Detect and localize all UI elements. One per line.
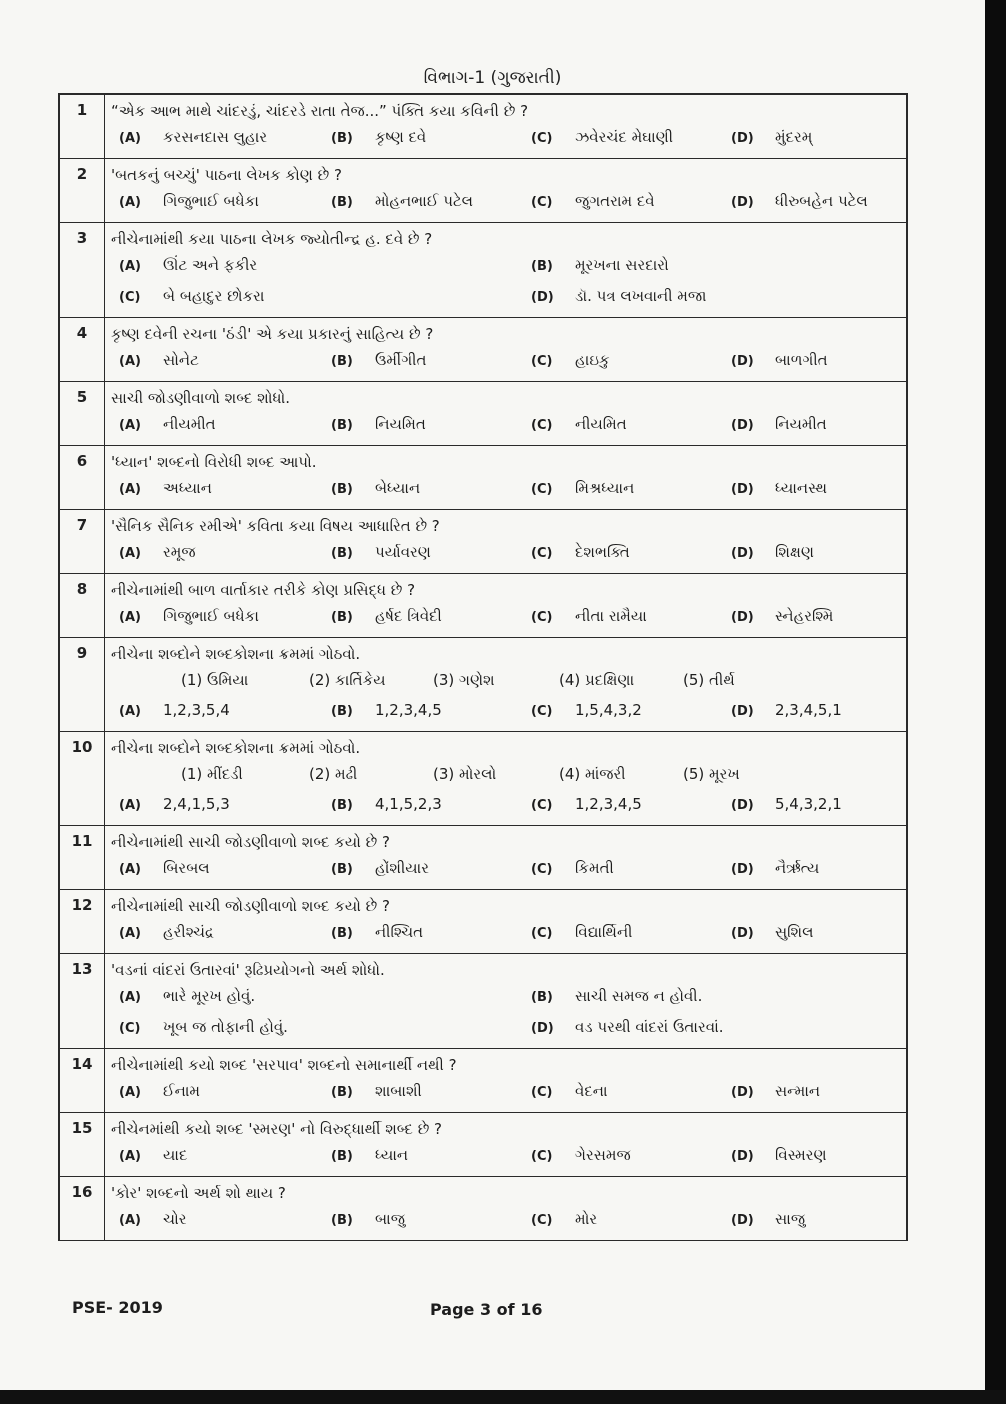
- option-label: (A): [119, 862, 141, 877]
- option-label: (C): [119, 1021, 141, 1036]
- option-text: નૈર્ઋત્ય: [775, 859, 820, 877]
- question-body: [105, 638, 906, 731]
- question-body: [105, 732, 906, 825]
- question-row: [60, 1177, 906, 1241]
- option-label: (B): [531, 990, 553, 1005]
- question-body: [105, 574, 906, 637]
- option-text: મિશ્રધ્યાન: [575, 479, 635, 497]
- question-body: [105, 1177, 906, 1240]
- question-row: [60, 95, 906, 159]
- option-text: શાબાશી: [375, 1082, 422, 1100]
- option-label: (D): [731, 482, 754, 497]
- option-label: (C): [531, 131, 553, 146]
- option-text: ગિજુભાઈ બધેકા: [163, 607, 259, 625]
- option-text: યાદ: [163, 1146, 188, 1164]
- question-row: [60, 318, 906, 382]
- options-line: [111, 602, 906, 633]
- answer-option: [119, 1018, 288, 1036]
- term-item: (3) ગણેશ: [433, 671, 495, 689]
- question-number: 15: [60, 1113, 105, 1176]
- answer-option: [331, 479, 420, 497]
- answer-option: [331, 351, 426, 369]
- option-label: (C): [531, 418, 553, 433]
- answer-option: [119, 256, 257, 274]
- answer-option: [119, 128, 267, 146]
- answer-option: [531, 859, 614, 877]
- question-text: નીચેનામાંથી કયો શબ્દ 'સરપાવ' શબ્દનો સમાનાર્થી નથી ?: [111, 1056, 457, 1074]
- answer-option: [731, 607, 833, 625]
- question-number: 13: [60, 954, 105, 1048]
- question-number: 1: [60, 95, 105, 158]
- option-text: મૂરખના સરદારો: [575, 256, 669, 274]
- answer-option: [119, 987, 255, 1005]
- option-label: (B): [331, 195, 353, 210]
- option-text: અધ્યાન: [163, 479, 212, 497]
- option-text: સાજુ: [775, 1210, 806, 1228]
- answer-option: [119, 1146, 187, 1164]
- option-label: (D): [731, 926, 754, 941]
- answer-option: [119, 192, 259, 210]
- option-label: (B): [331, 354, 353, 369]
- options-line: [111, 790, 906, 821]
- option-text: નીયમિત: [575, 415, 627, 433]
- option-label: (B): [331, 131, 353, 146]
- question-text: નીચેના શબ્દોને શબ્દકોશના ક્રમમાં ગોઠવો.: [111, 739, 361, 757]
- question-row: [60, 638, 906, 732]
- answer-option: [119, 479, 212, 497]
- option-text: સોનેટ: [163, 351, 199, 369]
- question-body: [105, 159, 906, 222]
- option-label: (D): [731, 862, 754, 877]
- answer-option: [731, 192, 868, 210]
- option-text: નીયમીત: [163, 415, 216, 433]
- option-text: કિમતી: [575, 859, 614, 877]
- option-text: ગેરસમજ: [575, 1146, 631, 1164]
- answer-option: [119, 1210, 187, 1228]
- option-label: (B): [331, 546, 353, 561]
- option-label: (D): [531, 290, 554, 305]
- option-label: (A): [119, 926, 141, 941]
- option-label: (D): [731, 195, 754, 210]
- option-text: 5,4,3,2,1: [775, 795, 842, 813]
- question-number: 7: [60, 510, 105, 573]
- question-text: 'બતકનું બચ્ચું' પાઠના લેખક કોણ છે ?: [111, 166, 342, 184]
- question-body: [105, 318, 906, 381]
- option-text: બિરબલ: [163, 859, 210, 877]
- answer-option: [331, 1146, 408, 1164]
- answer-option: [119, 1082, 200, 1100]
- options-line: [111, 1013, 906, 1044]
- question-text: નીચેનામાંથી સાચી જોડણીવાળો શબ્દ કયો છે ?: [111, 897, 390, 915]
- option-label: (C): [531, 482, 553, 497]
- answer-option: [531, 192, 655, 210]
- options-line: [111, 251, 906, 282]
- answer-option: [119, 701, 230, 719]
- term-item: (1) ઉમિયા: [181, 671, 249, 689]
- option-text: ઉર્મીગીત: [375, 351, 427, 369]
- option-text: મોહનભાઈ પટેલ: [375, 192, 474, 210]
- option-text: નિયમિત: [375, 415, 426, 433]
- options-line: [111, 918, 906, 949]
- option-text: વડ પરથી વાંદરાં ઉતારવાં.: [575, 1018, 724, 1036]
- option-label: (B): [331, 1149, 353, 1164]
- option-text: 1,2,3,5,4: [163, 701, 230, 719]
- answer-option: [731, 923, 813, 941]
- option-text: ડૉ. પત્ર લખવાની મજા: [575, 287, 707, 305]
- option-label: (A): [119, 546, 141, 561]
- option-text: કૃષ્ણ દવે: [375, 128, 427, 146]
- question-text: નીચેનામાંથી બાળ વાર્તાકાર તરીકે કોણ પ્રસિદ્ધ છે ?: [111, 581, 416, 599]
- option-text: 2,4,1,5,3: [163, 795, 230, 813]
- option-label: (C): [531, 1213, 553, 1228]
- option-label: (D): [731, 1149, 754, 1164]
- option-text: સાચી સમજ ન હોવી.: [575, 987, 703, 1005]
- option-label: (B): [331, 610, 353, 625]
- answer-option: [731, 859, 819, 877]
- question-row: [60, 1113, 906, 1177]
- answer-option: [531, 415, 627, 433]
- options-line: [111, 982, 906, 1013]
- option-text: વિદ્યાર્થિની: [575, 923, 633, 941]
- answer-option: [331, 192, 473, 210]
- option-text: હરીશ્ચંદ્ર: [163, 923, 214, 941]
- question-body: [105, 1049, 906, 1112]
- answer-option: [731, 1146, 827, 1164]
- answer-option: [731, 1082, 820, 1100]
- question-text: નીચેનમાંથી કયો શબ્દ 'સ્મરણ' નો વિરુદ્ધાર્થી શબ્દ છે ?: [111, 1120, 443, 1138]
- option-label: (C): [531, 1085, 553, 1100]
- answer-option: [731, 128, 812, 146]
- answer-option: [531, 923, 632, 941]
- answer-option: [119, 351, 199, 369]
- question-body: [105, 1113, 906, 1176]
- answer-option: [531, 607, 647, 625]
- term-item: (2) મઢી: [309, 765, 358, 783]
- option-label: (D): [731, 131, 754, 146]
- answer-option: [331, 923, 423, 941]
- option-text: સ્નેહરશ્મિ: [775, 607, 834, 625]
- option-label: (C): [119, 290, 141, 305]
- answer-option: [331, 607, 442, 625]
- options-line: [111, 282, 906, 313]
- question-text: નીચેનામાંથી સાચી જોડણીવાળો શબ્દ કયો છે ?: [111, 833, 390, 851]
- question-body: [105, 95, 906, 158]
- option-label: (C): [531, 354, 553, 369]
- option-text: સુશિલ: [775, 923, 814, 941]
- options-line: [111, 346, 906, 377]
- answer-option: [731, 415, 827, 433]
- question-text: “એક આભ માથે ચાંદરડું, ચાંદરડે રાતા તેજ...” પંક્તિ કયા કવિની છે ?: [111, 102, 529, 120]
- option-label: (B): [331, 798, 353, 813]
- options-line: [111, 1205, 906, 1236]
- question-text: 'ધ્યાન' શબ્દનો વિરોધી શબ્દ આપો.: [111, 453, 317, 471]
- options-line: [111, 1077, 906, 1108]
- answer-option: [531, 287, 706, 305]
- answer-option: [731, 351, 828, 369]
- option-label: (A): [119, 418, 141, 433]
- option-text: દેશભક્તિ: [575, 543, 630, 561]
- answer-option: [731, 1210, 805, 1228]
- option-label: (C): [531, 546, 553, 561]
- term-item: (1) મીંદડી: [181, 765, 243, 783]
- question-number: 14: [60, 1049, 105, 1112]
- question-row: [60, 826, 906, 890]
- answer-option: [531, 795, 642, 813]
- question-table: [58, 93, 908, 1241]
- option-label: (A): [119, 610, 141, 625]
- answer-option: [331, 415, 426, 433]
- question-number: 2: [60, 159, 105, 222]
- answer-option: [331, 543, 431, 561]
- option-text: ધ્યાનસ્થ: [775, 479, 828, 497]
- option-label: (D): [731, 1213, 754, 1228]
- question-number: 10: [60, 732, 105, 825]
- option-text: વેદના: [575, 1082, 608, 1100]
- question-text: 'કોર' શબ્દનો અર્થ શો થાય ?: [111, 1184, 286, 1202]
- option-text: મુંદરમ્: [775, 128, 813, 146]
- question-number: 12: [60, 890, 105, 953]
- answer-option: [531, 1018, 724, 1036]
- option-label: (D): [731, 418, 754, 433]
- term-list: [111, 760, 906, 790]
- question-body: [105, 510, 906, 573]
- option-text: 4,1,5,2,3: [375, 795, 442, 813]
- question-text: સાચી જોડણીવાળો શબ્દ શોધો.: [111, 389, 290, 407]
- question-body: [105, 890, 906, 953]
- option-text: ઊંટ અને ફકીર: [163, 256, 258, 274]
- option-text: ગિજુભાઈ બધેકા: [163, 192, 259, 210]
- option-label: (A): [119, 259, 141, 274]
- question-number: 11: [60, 826, 105, 889]
- question-body: [105, 382, 906, 445]
- option-label: (C): [531, 862, 553, 877]
- term-item: (3) મોરલો: [433, 765, 497, 783]
- option-label: (A): [119, 354, 141, 369]
- question-row: [60, 574, 906, 638]
- option-label: (D): [531, 1021, 554, 1036]
- option-text: બેધ્યાન: [375, 479, 421, 497]
- option-label: (A): [119, 1213, 141, 1228]
- question-body: [105, 954, 906, 1048]
- option-text: રમૂજ: [163, 543, 196, 561]
- answer-option: [119, 543, 196, 561]
- option-label: (B): [331, 862, 353, 877]
- question-text: 'વડનાં વાંદરાં ઉતારવાં' રૂઢિપ્રયોગનો અર્થ શોધો.: [111, 961, 385, 979]
- option-text: 1,2,3,4,5: [575, 795, 642, 813]
- term-list: [111, 666, 906, 696]
- option-text: ખૂબ જ તોફાની હોવું.: [163, 1018, 288, 1036]
- question-body: [105, 446, 906, 509]
- question-row: [60, 890, 906, 954]
- question-row: [60, 159, 906, 223]
- option-text: જુગતરામ દવે: [575, 192, 655, 210]
- answer-option: [531, 987, 702, 1005]
- question-row: [60, 223, 906, 318]
- answer-option: [119, 923, 214, 941]
- answer-option: [531, 543, 630, 561]
- option-text: 1,2,3,4,5: [375, 701, 442, 719]
- answer-option: [531, 701, 642, 719]
- answer-option: [331, 1210, 405, 1228]
- option-label: (C): [531, 195, 553, 210]
- answer-option: [331, 859, 429, 877]
- option-text: પર્યાવરણ: [375, 543, 431, 561]
- options-line: [111, 538, 906, 569]
- question-row: [60, 382, 906, 446]
- option-text: બાજુ: [375, 1210, 405, 1228]
- option-text: કરસનદાસ લુહાર: [163, 128, 268, 146]
- option-text: 1,5,4,3,2: [575, 701, 642, 719]
- exam-code: PSE- 2019: [72, 1298, 163, 1317]
- question-number: 5: [60, 382, 105, 445]
- answer-option: [531, 1146, 631, 1164]
- option-label: (C): [531, 1149, 553, 1164]
- option-label: (A): [119, 131, 141, 146]
- option-label: (B): [331, 418, 353, 433]
- answer-option: [119, 287, 264, 305]
- option-text: નિયમીત: [775, 415, 827, 433]
- option-text: વિસ્મરણ: [775, 1146, 827, 1164]
- option-label: (A): [119, 1149, 141, 1164]
- answer-option: [731, 543, 814, 561]
- question-number: 6: [60, 446, 105, 509]
- answer-option: [119, 859, 210, 877]
- question-number: 4: [60, 318, 105, 381]
- option-label: (D): [731, 546, 754, 561]
- option-text: ઈનામ: [163, 1082, 201, 1100]
- option-label: (C): [531, 798, 553, 813]
- option-text: ભારે મૂરખ હોવું.: [163, 987, 256, 1005]
- scan-edge-bottom: [0, 1390, 1006, 1404]
- term-item: (4) પ્રદક્ષિણા: [559, 671, 635, 689]
- term-item: (2) કાર્તિકેય: [309, 671, 386, 689]
- option-label: (D): [731, 610, 754, 625]
- option-text: નીતા રામૈયા: [575, 607, 647, 625]
- option-text: ઝવેરચંદ મેઘાણી: [575, 128, 673, 146]
- question-row: [60, 732, 906, 826]
- options-line: [111, 123, 906, 154]
- scan-edge-right: [985, 0, 1006, 1404]
- answer-option: [731, 479, 827, 497]
- answer-option: [531, 1082, 608, 1100]
- option-label: (B): [331, 482, 353, 497]
- answer-option: [119, 607, 259, 625]
- question-row: [60, 1049, 906, 1113]
- question-number: 3: [60, 223, 105, 317]
- option-text: નીશ્ચિત: [375, 923, 424, 941]
- option-text: મોર: [575, 1210, 598, 1228]
- option-text: હર્ષદ ત્રિવેદી: [375, 607, 442, 625]
- options-line: [111, 854, 906, 885]
- options-line: [111, 410, 906, 441]
- option-label: (A): [119, 482, 141, 497]
- option-label: (B): [331, 926, 353, 941]
- option-text: હોંશીયાર: [375, 859, 429, 877]
- question-text: 'સૈનિક સૈનિક રમીએ' કવિતા કયા વિષય આધારિત છે ?: [111, 517, 440, 535]
- option-label: (C): [531, 704, 553, 719]
- option-text: હાઇકુ: [575, 351, 610, 369]
- option-label: (C): [531, 926, 553, 941]
- option-label: (B): [331, 1213, 353, 1228]
- option-label: (A): [119, 990, 141, 1005]
- option-label: (A): [119, 798, 141, 813]
- options-line: [111, 696, 906, 727]
- question-row: [60, 446, 906, 510]
- answer-option: [331, 701, 442, 719]
- answer-option: [119, 795, 230, 813]
- answer-option: [531, 479, 634, 497]
- option-text: ધીરુબહેન પટેલ: [775, 192, 868, 210]
- question-body: [105, 223, 906, 317]
- option-label: (B): [331, 1085, 353, 1100]
- answer-option: [331, 128, 426, 146]
- question-text: કૃષ્ણ દવેની રચના 'ઠંડી' એ કયા પ્રકારનું સાહિત્ય છે ?: [111, 325, 434, 343]
- option-label: (B): [531, 259, 553, 274]
- option-text: બાળગીત: [775, 351, 828, 369]
- option-text: શિક્ષણ: [775, 543, 814, 561]
- answer-option: [531, 128, 673, 146]
- answer-option: [731, 701, 842, 719]
- option-label: (C): [531, 610, 553, 625]
- options-line: [111, 474, 906, 505]
- option-text: ચોર: [163, 1210, 187, 1228]
- option-label: (D): [731, 1085, 754, 1100]
- option-label: (B): [331, 704, 353, 719]
- term-item: (4) માંજરી: [559, 765, 626, 783]
- question-row: [60, 954, 906, 1049]
- answer-option: [119, 415, 216, 433]
- option-text: બે બહાદુર છોકરા: [163, 287, 265, 305]
- answer-option: [331, 795, 442, 813]
- section-title: વિભાગ-1 (ગુજરાતી): [423, 68, 562, 88]
- page-number: Page 3 of 16: [430, 1300, 543, 1319]
- question-text: નીચેનામાંથી કયા પાઠના લેખક જ્યોતીન્દ્ર હ. દવે છે ?: [111, 230, 433, 248]
- option-text: સન્માન: [775, 1082, 821, 1100]
- term-item: (5) તીર્થ: [683, 671, 735, 689]
- question-number: 16: [60, 1177, 105, 1240]
- option-text: ધ્યાન: [375, 1146, 409, 1164]
- answer-option: [731, 795, 842, 813]
- option-label: (A): [119, 1085, 141, 1100]
- options-line: [111, 187, 906, 218]
- term-item: (5) મૂરખ: [683, 765, 740, 783]
- question-row: [60, 510, 906, 574]
- option-label: (A): [119, 195, 141, 210]
- option-label: (D): [731, 798, 754, 813]
- options-line: [111, 1141, 906, 1172]
- question-text: નીચેના શબ્દોને શબ્દકોશના ક્રમમાં ગોઠવો.: [111, 645, 361, 663]
- option-label: (D): [731, 354, 754, 369]
- answer-option: [531, 256, 669, 274]
- question-number: 9: [60, 638, 105, 731]
- question-number: 8: [60, 574, 105, 637]
- answer-option: [331, 1082, 422, 1100]
- option-label: (D): [731, 704, 754, 719]
- option-label: (A): [119, 704, 141, 719]
- question-body: [105, 826, 906, 889]
- answer-option: [531, 351, 610, 369]
- option-text: 2,3,4,5,1: [775, 701, 842, 719]
- answer-option: [531, 1210, 597, 1228]
